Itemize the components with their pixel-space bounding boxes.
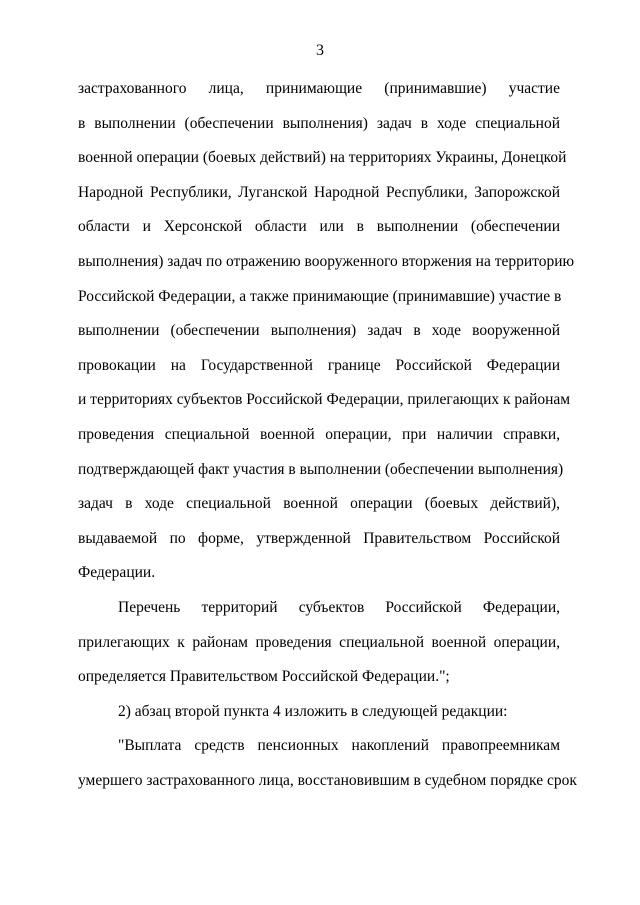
document-body xyxy=(78,76,577,802)
text-line: Российской Федерации, а также принимающие (принимавшие) участие в xyxy=(78,287,562,305)
paragraph-first-line: 2) абзац второй пункта 4 изложить в следующей редакции: xyxy=(118,702,508,720)
text-line: умершего застрахованного лица, восстановившим в судебном порядке срок xyxy=(78,771,577,789)
text-line: выполнения) задач по отражению вооруженного вторжения на территорию xyxy=(78,252,575,270)
text-line: застрахованного лица, принимающие (принимавшие) участие xyxy=(78,80,560,97)
text-line: и территориях субъектов Российской Федерации, прилегающих к районам xyxy=(78,391,571,409)
text-line: выполнении (обеспечении выполнения) задач в ходе вооруженной xyxy=(78,322,560,340)
text-line: определяется Правительством Российской Федерации."; xyxy=(78,668,450,686)
text-line: прилегающих к районам проведения специальной военной операции, xyxy=(78,633,560,651)
text-line: задач в ходе специальной военной операции (боевых действий), xyxy=(78,495,560,513)
text-line: военной операции (боевых действий) на территориях Украины, Донецкой xyxy=(78,149,567,167)
paragraph-first-line: "Выплата средств пенсионных накоплений правопреемникам xyxy=(118,737,560,755)
text-line: выдаваемой по форме, утвержденной Правительством Российской xyxy=(78,529,560,547)
text-line: в выполнении (обеспечении выполнения) задач в ходе специальной xyxy=(78,114,560,132)
text-line: подтверждающей факт участия в выполнении (обеспечении выполнения) xyxy=(78,460,564,478)
text-line: проведения специальной военной операции, при наличии справки, xyxy=(78,425,560,443)
text-line: Федерации. xyxy=(78,564,156,582)
text-line: Народной Республики, Луганской Народной Республики, Запорожской xyxy=(78,183,560,201)
paragraph-first-line: Перечень территорий субъектов Российской Федерации, xyxy=(118,598,560,616)
text-line: провокации на Государственной границе Российской Федерации xyxy=(78,356,560,374)
text-line: области и Херсонской области или в выполнении (обеспечении xyxy=(78,218,560,236)
page-number: 3 xyxy=(316,42,324,59)
